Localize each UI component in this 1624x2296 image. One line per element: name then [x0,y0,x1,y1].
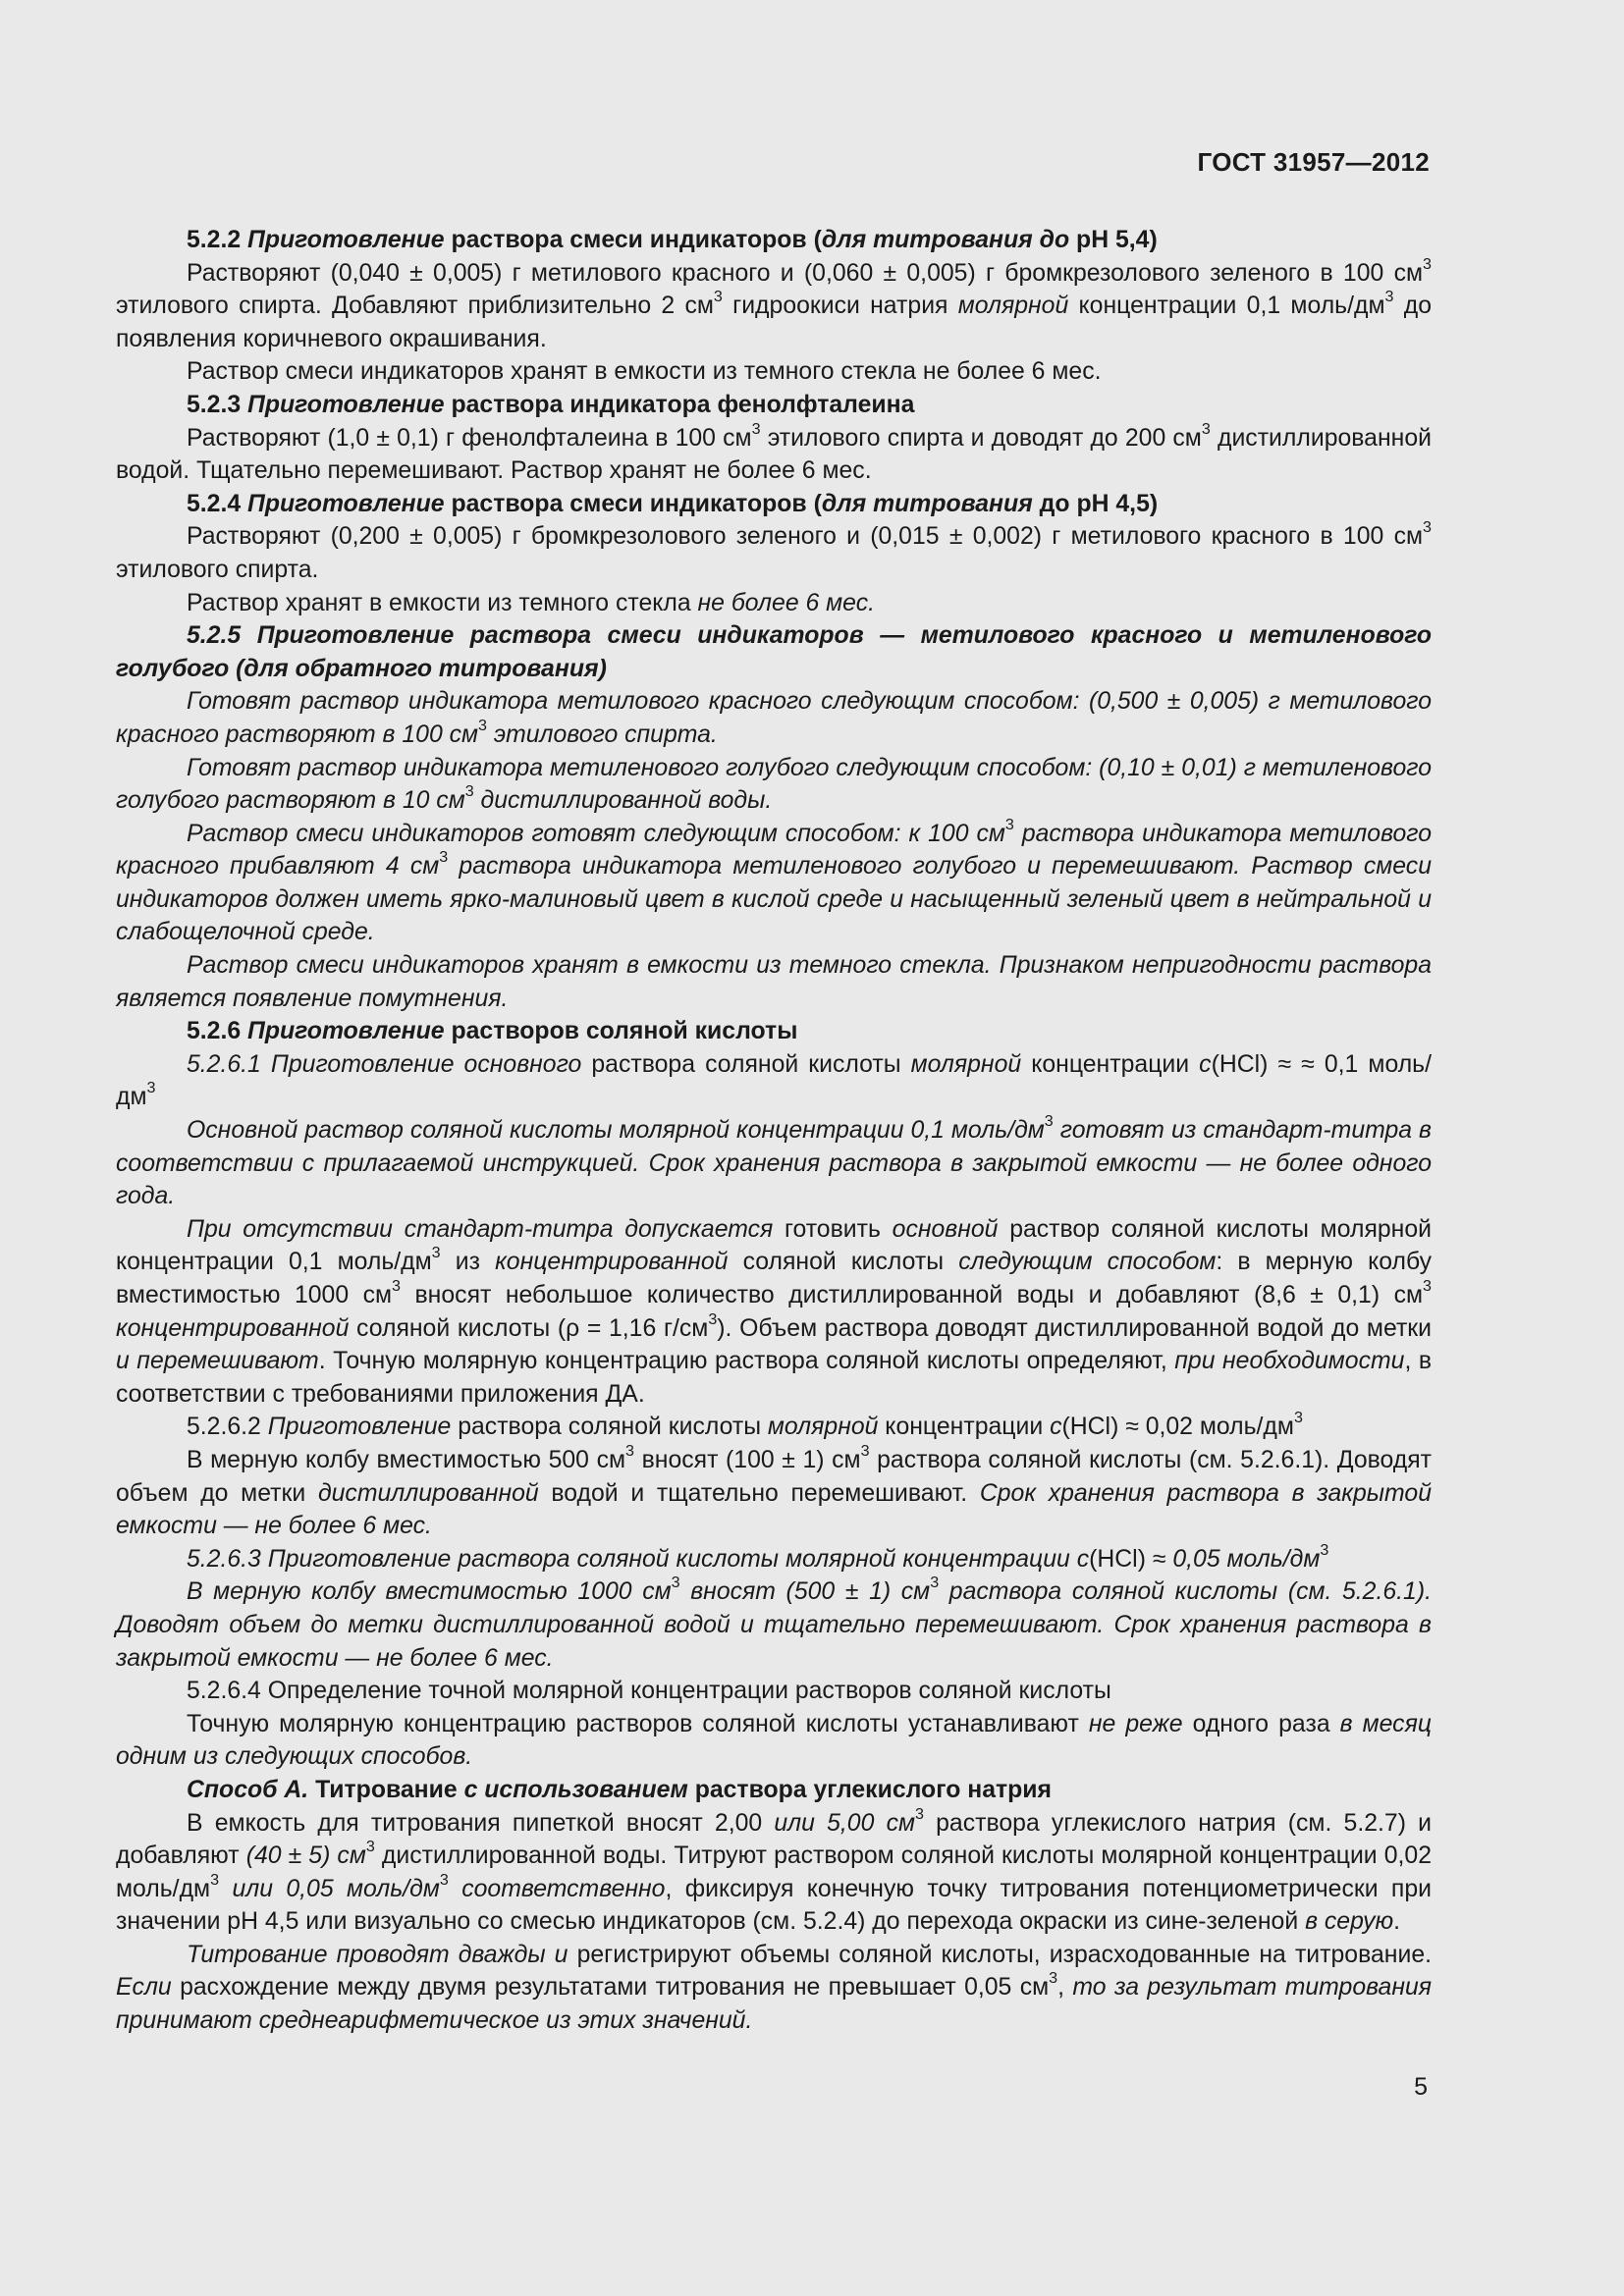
superscript: 3 [1423,254,1432,273]
paragraph [116,1441,1433,1543]
text-run: соответственно [461,1875,666,1902]
text-run: раствора смеси индикаторов ( [444,227,822,253]
paragraph [116,685,1432,751]
paragraph [116,949,1432,1015]
superscript: 3 [860,1441,870,1460]
text-run [449,1876,461,1902]
text-run: или 0,05 моль/дм [232,1875,440,1902]
text-run: Растворяют (1,0 ± 0,1) г фенолфталеина в 100 см [187,424,752,452]
paragraph [116,752,1432,818]
text-run: , фиксируя конечную точку титрования потенциометрически при значении рН 4,5 или визуально со смесью индикаторов (см. 5.2.4) до перехода окраски из сине-зеленой [116,1875,1433,1936]
text-run: с [1199,1050,1212,1078]
superscript: 3 [751,419,761,438]
text-run: 0,05 моль/дм [1172,1545,1321,1573]
text-run: (HCl) ≈ 0,02 моль/дм [1061,1414,1294,1441]
text-run: 5.2.6.1 Приготовление основного [187,1050,582,1078]
paragraph [116,1111,1432,1213]
text-run: : в мерную колбу вместимостью 1000 см [116,1249,1432,1308]
text-run: не реже [1088,1710,1183,1737]
text-run: соляной кислоты [728,1249,959,1276]
text-run: следующим способом [958,1249,1217,1276]
paragraph [116,355,1432,389]
text-run: Срок хранения раствора в закрытой емкости — не более 6 мес. [116,1479,1433,1540]
text-run: водой и тщательно перемешивают. [538,1479,980,1507]
text-run: для титрования до [821,227,1070,253]
text-run: до появления коричневого окрашивания. [116,293,1432,352]
text-run: Раствор смеси индикаторов готовят следующим способом: к 100 см [187,820,1005,847]
paragraph [116,1708,1432,1774]
paragraph [116,1213,1432,1412]
text-run: из [440,1249,496,1276]
text-run: В мерную колбу вместимостью 1000 см [187,1578,672,1606]
text-run: раствор соляной кислоты молярной концентрации 0,1 моль/дм [116,1215,1432,1276]
text-run: (40 ± 5) см [245,1842,366,1870]
text-run: дистиллированной воды. [473,787,773,815]
text-run: дистиллированной водой. Тщательно перемешивают. Раствор хранят не более 6 мес. [116,424,1432,485]
text-run: раствора углекислого натрия (см. 5.2.7) и добавляют [116,1809,1432,1870]
text-run: для титрования [821,490,1033,517]
heading-5-2-6 [116,1015,1432,1048]
superscript: 3 [1201,419,1211,438]
text-run: то за результат титрования принимают среднеарифметическое из этих значений. [116,1974,1433,2035]
paragraph [116,1939,1432,2038]
text-run: В мерную колбу вместимостью 500 см [187,1446,626,1473]
text-run: раствора соляной кислоты (см. 5.2.6.1). Доводят объем до метки [116,1446,1432,1507]
text-run: готовить [773,1215,893,1243]
text-run: с [1050,1414,1062,1441]
superscript: 3 [1004,815,1014,833]
superscript: 3 [464,782,474,801]
heading-5-2-4 [116,488,1432,521]
text-run: расхождение между двумя результатами титрования не превышает 0,05 см [171,1974,1050,2002]
document-body [116,224,1432,2038]
paragraph [116,419,1432,488]
text-run: 5.2.6 [187,1018,248,1045]
text-run: Способ А. [187,1776,309,1803]
text-run: Приготовление [267,1414,452,1441]
standard-number: ГОСТ 31957—2012 [1197,147,1430,177]
superscript: 3 [1044,1111,1054,1130]
superscript: 3 [1384,288,1394,306]
text-run: до рН 4,5) [1032,490,1159,517]
text-run: Основной раствор соляной кислоты молярной концентрации 0,1 моль/дм [187,1117,1045,1145]
superscript: 3 [671,1574,680,1592]
superscript: 3 [210,1870,220,1889]
text-run: 5.2.4 [187,490,248,517]
text-run: концентрированной [495,1249,729,1276]
text-run: основной [892,1215,999,1243]
text-run: ). Объем раствора доводят дистиллированной водой до метки [717,1314,1433,1342]
text-run: . Точную молярную концентрацию раствора соляной кислоты определяют, [318,1348,1175,1375]
text-run: вносят небольшое количество дистиллированной воды и добавляют (8,6 ± 0,1) см [401,1282,1424,1308]
text-run: В емкость для титрования пипеткой вносят 2,00 [187,1809,775,1837]
superscript: 3 [930,1574,940,1592]
text-run: в серую [1305,1908,1394,1936]
superscript: 3 [431,1244,441,1262]
text-run: концентрации 0,1 моль/дм [1068,293,1385,320]
paragraph [116,254,1432,356]
text-run: растворов соляной кислоты [444,1018,798,1045]
text-run: раствора соляной кислоты [451,1414,768,1441]
text-run: молярной [910,1050,1022,1078]
text-run: Точную молярную концентрацию растворов соляной кислоты устанавливают [187,1710,1089,1737]
text-run: Приготовление [247,227,445,253]
text-run [219,1876,232,1902]
superscript: 3 [1293,1409,1303,1427]
text-run: при необходимости [1174,1348,1405,1375]
text-run: этилового спирта и доводят до 200 см [760,424,1202,452]
text-run: Титрование проводят дважды и [187,1941,568,1968]
paragraph [116,1575,1432,1675]
text-run: дистиллированной воды. Титруют раствором соляной кислоты молярной концентрации 0,02 моль/дм [116,1842,1433,1902]
text-run: готовят из стандарт-титра в соответствии с прилагаемой инструкцией. Срок хранения раствора в закрытой емкости — не более одного года. [116,1117,1432,1210]
heading-method-a [116,1774,1432,1807]
text-run: 5.2.3 [187,391,248,418]
paragraph [116,520,1432,586]
text-run: раствора индикатора метилового красного прибавляют 4 см [116,820,1432,881]
superscript: 3 [1320,1540,1329,1559]
superscript: 3 [625,1441,634,1460]
superscript: 3 [439,848,449,867]
text-run: раствора индикатора фенолфталеина [444,391,915,418]
text-run: (HCl) ≈ [1089,1545,1173,1573]
superscript: 3 [439,1870,449,1889]
text-run: 5.2.5 Приготовление раствора смеси индикаторов — метилового красного и метиленового голубого (для обратного титрования) [116,622,1432,682]
superscript: 3 [914,1804,924,1823]
superscript: 3 [1049,1969,1058,1988]
superscript: 3 [1423,1276,1432,1295]
paragraph [116,1804,1433,1939]
text-run: концентрированной [116,1314,350,1342]
superscript: 3 [708,1309,718,1328]
heading-5-2-3 [116,389,1432,422]
superscript: 3 [1423,518,1432,537]
text-run: в месяц одним из следующих способов. [116,1710,1433,1771]
text-run: раствора соляной кислоты [581,1050,911,1078]
text-run: не более 6 мес. [697,589,875,616]
text-run: рН 5,4) [1069,227,1158,253]
text-run: 5.2.2 [187,227,248,253]
text-run: Растворяют (0,040 ± 0,005) г метилового красного и (0,060 ± 0,005) г бромкрезолового зеленого в 100 см [187,259,1424,287]
paragraph [116,587,1432,620]
text-run: вносят (500 ± 1) см [679,1578,931,1606]
superscript: 3 [365,1838,375,1856]
text-run: и перемешивают [116,1348,319,1375]
text-run: гидроокиси натрия [722,293,958,320]
text-run: Если [116,1974,172,2002]
text-run: раствора индикатора метиленового голубого и перемешивают. Раствор смеси индикаторов должен иметь ярко-малиновый цвет в кислой среде и насыщенный зеленый цвет в нейтральной и слабощелочной среде. [116,853,1432,946]
heading-5-2-6-3 [116,1540,1432,1576]
text-run: концентрации [878,1414,1051,1441]
text-run: 5.2.6.4 Определение точной молярной концентрации растворов соляной кислоты [187,1678,1111,1705]
text-run: вносят (100 ± 1) см [634,1446,861,1473]
text-run: одного раза [1182,1710,1340,1737]
heading-5-2-6-1 [116,1048,1432,1114]
text-run: 5.2.6.2 [187,1414,268,1441]
text-run: с использованием [463,1776,688,1803]
text-run: соляной кислоты (ρ = 1,16 г/см [349,1314,709,1342]
text-run: Раствор смеси индикаторов хранят в емкости из темного стекла. Признаком непригодности раствора является появление помутнения. [116,952,1432,1012]
text-run: дистиллированной [317,1479,539,1507]
text-run: При отсутствии стандарт-титра допускается [187,1215,774,1243]
text-run: Приготовление [247,490,445,517]
text-run: молярной [957,293,1069,320]
superscript: 3 [713,288,723,306]
text-run: . [1393,1908,1401,1936]
heading-5-2-6-4 [116,1675,1432,1708]
paragraph [116,815,1432,949]
text-run: раствора соляной кислоты (см. 5.2.6.1). Доводят объем до метки дистиллированной водой и тщательно перемешивают. Срок хранения раствора в закрытой емкости — не более 6 мес. [116,1578,1432,1672]
superscript: 3 [392,1276,402,1295]
text-run: Готовят раствор индикатора метиленового голубого следующим способом: (0,10 ± 0,01) г метиленового голубого растворяют в 10 см [116,754,1432,815]
text-run: 5.2.6.3 Приготовление раствора соляной кислоты молярной концентрации с [187,1545,1090,1573]
text-run: , в соответствии с требованиями приложения ДА. [116,1348,1433,1408]
text-run: Приготовление [247,1018,445,1045]
text-run: регистрируют объемы соляной кислоты, израсходованные на титрование. [568,1941,1432,1968]
text-run: Растворяют (0,200 ± 0,005) г бромкрезолового зеленого и (0,015 ± 0,002) г метилового красного в 100 см [187,523,1424,551]
heading-5-2-6-2 [116,1411,1432,1444]
text-run: молярной [767,1414,879,1441]
heading-5-2-5 [116,619,1432,685]
text-run: Приготовление [247,391,445,418]
superscript: 3 [478,716,487,734]
superscript: 3 [146,1079,156,1097]
text-run: Раствор смеси индикаторов хранят в емкости из темного стекла не более 6 мес. [187,358,1102,386]
text-run: Готовят раствор индикатора метилового красного следующим способом: (0,500 ± 0,005) г метилового красного растворяют в 100 см [116,688,1432,748]
text-run: раствора углекислого натрия [687,1776,1053,1803]
text-run: этилового спирта. [487,721,718,748]
text-run: раствора смеси индикаторов ( [444,490,822,517]
text-run: концентрации [1021,1050,1200,1078]
page-number: 5 [1414,2073,1428,2101]
text-run: этилового спирта. Добавляют приблизительно 2 см [116,293,714,320]
text-run: Титрование [308,1776,464,1803]
text-run: или 5,00 см [774,1809,915,1837]
text-run: (HCl) ≈ ≈ 0,1 моль/дм [116,1050,1432,1111]
heading-5-2-2 [116,224,1432,257]
text-run: Раствор хранят в емкости из темного стекла [187,589,698,616]
text-run: , [1057,1974,1073,2002]
text-run: этилового спирта. [116,556,319,583]
